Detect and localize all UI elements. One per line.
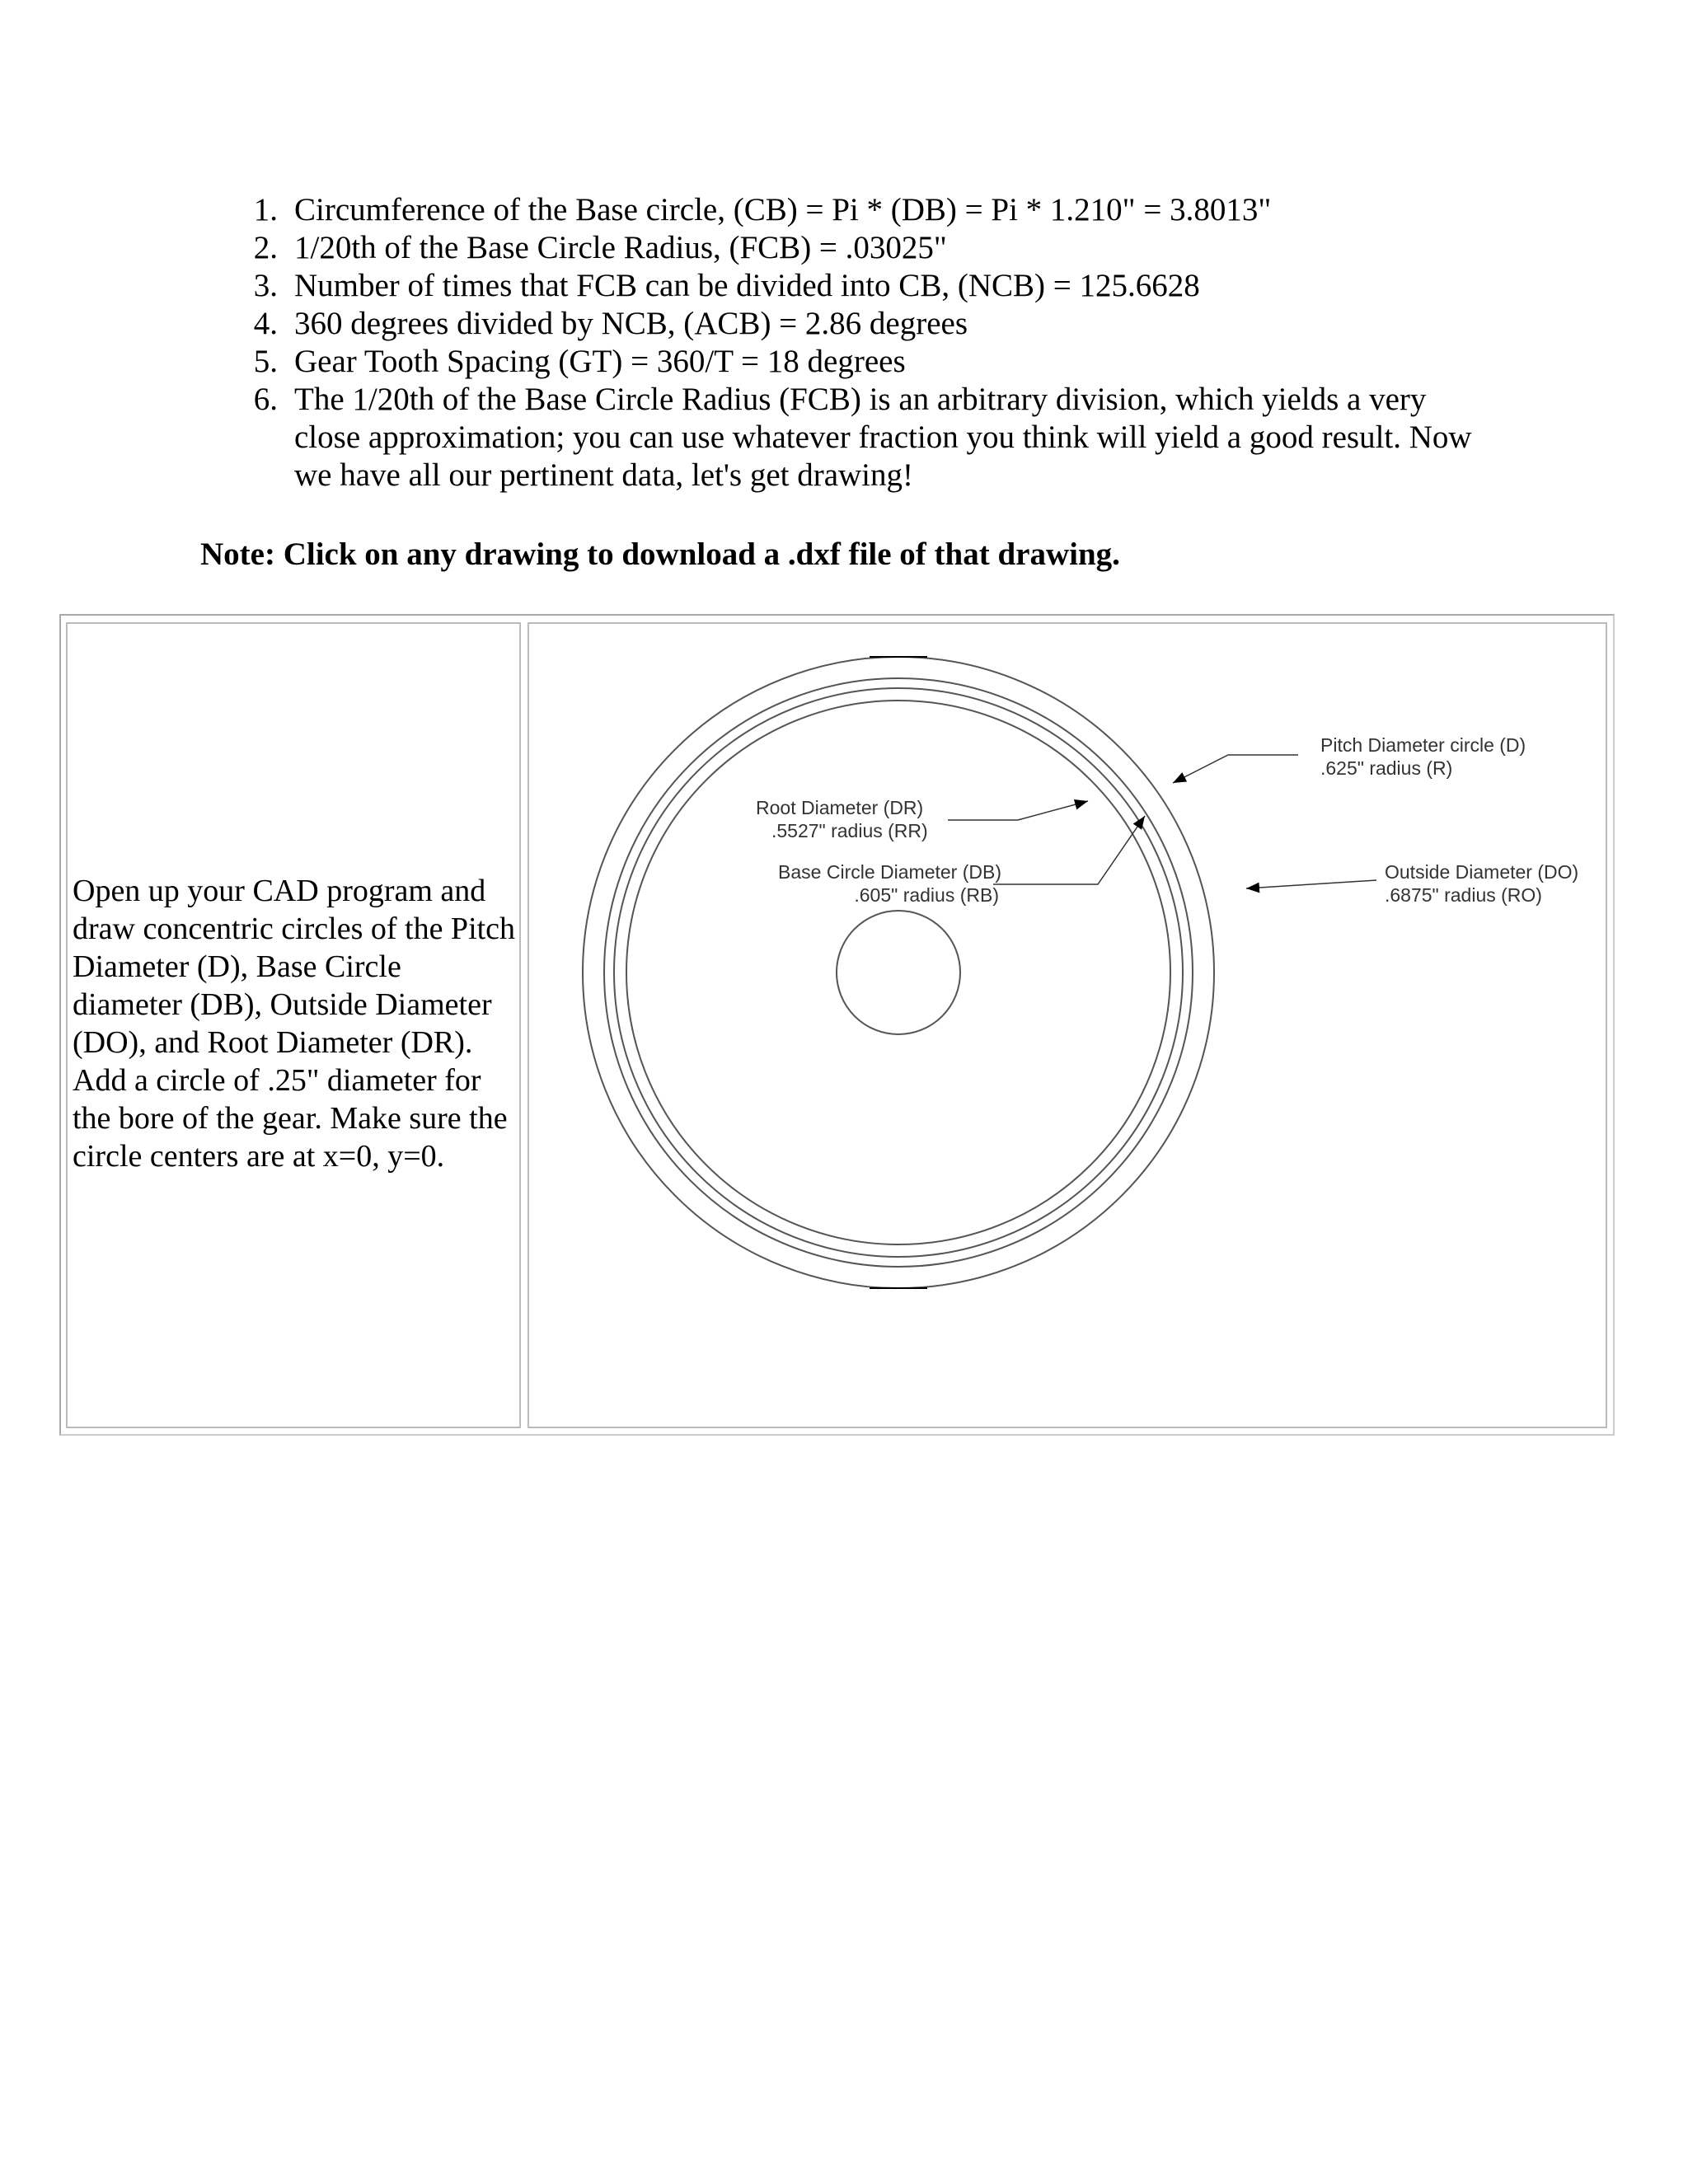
pitch-label-line1: Pitch Diameter circle (D) (1320, 734, 1526, 756)
root-label-line2: .5527" radius (RR) (771, 820, 928, 841)
step-text: 1/20th of the Base Circle Radius, (FCB) = .03025" (294, 230, 947, 265)
download-note: Note: Click on any drawing to download a .dxf file of that drawing. (200, 537, 1120, 572)
step-number: 1. (253, 192, 278, 227)
outside-label-line2: .6875" radius (RO) (1385, 884, 1542, 906)
outside-diameter-circle (583, 657, 1214, 1288)
step-text: The 1/20th of the Base Circle Radius (FCB) is an arbitrary division, which yields a very close approximation; you can use whatever fraction you think will yield a good result. Now we have all our pertinent data, let's get drawing! (294, 382, 1472, 493)
step-number: 5. (253, 344, 278, 379)
base-label-line1: Base Circle Diameter (DB) (778, 861, 1001, 883)
base-leader-line (993, 816, 1145, 884)
root-leader-line (948, 801, 1088, 820)
pitch-diameter-circle (604, 678, 1193, 1267)
step-number: 2. (253, 230, 278, 265)
instruction-text: Open up your CAD program and draw concentric circles of the Pitch Diameter (D), Base Circle diameter (DB), Outside Diameter (DO), and Root Diameter (DR). Add a circle of .25" diameter for the bore of the gear. Make sure the circle centers are at x=0, y=0. (73, 874, 516, 1174)
root-diameter-circle (626, 701, 1170, 1244)
pitch-label-line2: .625" radius (R) (1320, 757, 1453, 779)
bore-circle (837, 911, 960, 1034)
pitch-leader-line (1173, 755, 1298, 783)
base-circle (614, 688, 1183, 1257)
root-label-line1: Root Diameter (DR) (756, 797, 924, 818)
step-text: Gear Tooth Spacing (GT) = 360/T = 18 degrees (294, 344, 906, 379)
outside-leader-line (1246, 880, 1376, 888)
step-number: 6. (253, 382, 278, 417)
step-text: Number of times that FCB can be divided into CB, (NCB) = 125.6628 (294, 268, 1200, 303)
outside-label-line1: Outside Diameter (DO) (1385, 861, 1579, 883)
step-number: 3. (253, 268, 278, 303)
step-text: Circumference of the Base circle, (CB) = Pi * (DB) = Pi * 1.210" = 3.8013" (294, 192, 1272, 227)
step-number: 4. (253, 306, 278, 341)
base-label-line2: .605" radius (RB) (854, 884, 999, 906)
step-text: 360 degrees divided by NCB, (ACB) = 2.86 degrees (294, 306, 968, 341)
